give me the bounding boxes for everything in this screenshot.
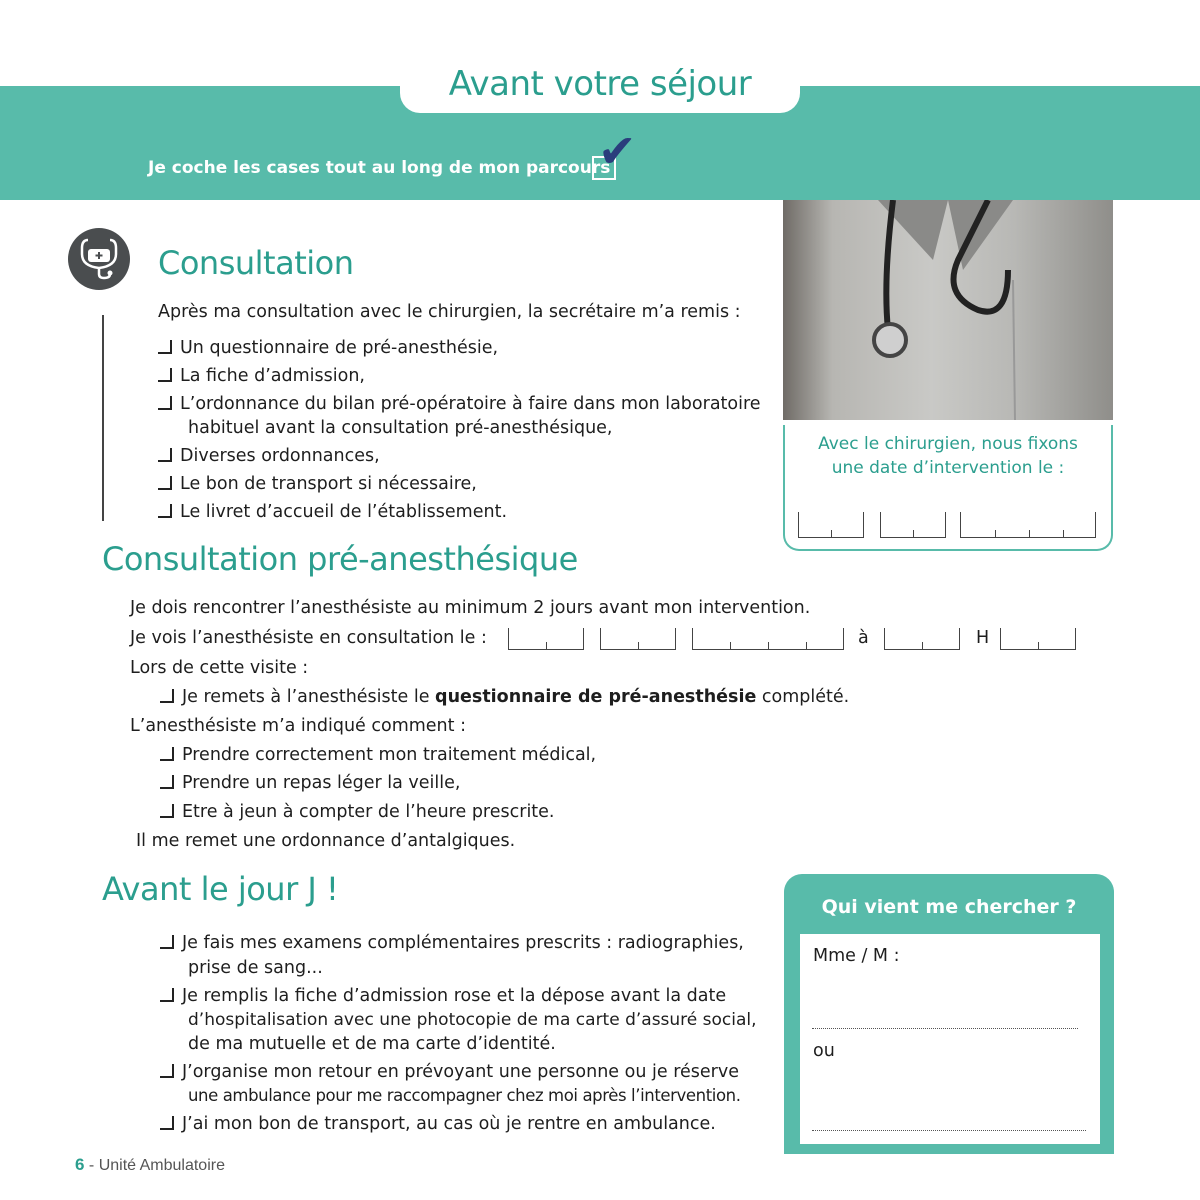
page-title: Avant votre séjour <box>448 64 752 104</box>
checklist-item-continuation: une ambulance pour me raccompagner chez moi après l’intervention. <box>188 1086 741 1105</box>
page-number: 6 <box>75 1155 85 1174</box>
checklist-item[interactable]: Le livret d’accueil de l’établissement. <box>158 498 507 526</box>
pickup-or-label: ou <box>813 1041 835 1061</box>
header-subtitle: Je coche les cases tout au long de mon parcours <box>148 158 611 178</box>
pickup-title: Qui vient me chercher ? <box>821 896 1077 918</box>
checklist-item[interactable]: Un questionnaire de pré-anesthésie, <box>158 334 498 362</box>
pickup-name-field[interactable] <box>812 1028 1078 1029</box>
checkbox-icon[interactable] <box>160 747 174 761</box>
checklist-item[interactable]: Prendre correctement mon traitement médical, <box>160 741 596 769</box>
checklist-item[interactable]: La fiche d’admission, <box>158 362 365 390</box>
checkbox-icon[interactable] <box>160 1116 174 1130</box>
checkbox-icon[interactable] <box>158 504 172 518</box>
pickup-name-label: Mme / M : <box>813 946 900 966</box>
pre-anesthesia-line: Il me remet une ordonnance d’antalgiques. <box>136 831 516 851</box>
consult-hour-field[interactable] <box>884 628 960 650</box>
checkbox-icon[interactable] <box>160 988 174 1002</box>
checklist-item[interactable]: Le bon de transport si nécessaire, <box>158 470 477 498</box>
checklist-item[interactable]: Je remplis la fiche d’admission rose et la dépose avant la date <box>160 982 726 1010</box>
at-label: à <box>858 628 869 648</box>
checklist-item[interactable]: Diverses ordonnances, <box>158 442 380 470</box>
pickup-alt-field[interactable] <box>812 1130 1086 1131</box>
hour-label: H <box>976 628 990 648</box>
footer-text: - Unité Ambulatoire <box>84 1157 225 1174</box>
pickup-form <box>800 934 1100 1144</box>
intervention-day-field[interactable] <box>798 512 864 538</box>
checkbox-icon[interactable] <box>160 804 174 818</box>
consult-year-field[interactable] <box>692 628 844 650</box>
consult-minute-field[interactable] <box>1000 628 1076 650</box>
checklist-item[interactable]: Etre à jeun à compter de l’heure prescrite. <box>160 798 555 826</box>
pre-anesthesia-line: L’anesthésiste m’a indiqué comment : <box>130 716 466 736</box>
checklist-item[interactable]: J’ai mon bon de transport, au cas où je rentre en ambulance. <box>160 1110 716 1138</box>
checkbox-icon[interactable] <box>158 396 172 410</box>
pre-anesthesia-title: Consultation pré-anesthésique <box>102 540 578 578</box>
checkbox-icon[interactable] <box>158 448 172 462</box>
checklist-item[interactable]: Je fais mes examens complémentaires prescrits : radiographies, <box>160 929 744 957</box>
checklist-item[interactable]: L’ordonnance du bilan pré-opératoire à faire dans mon laboratoire <box>158 390 761 418</box>
checklist-item-continuation: prise de sang... <box>188 958 323 978</box>
consult-month-field[interactable] <box>600 628 676 650</box>
checkbox-icon[interactable] <box>158 476 172 490</box>
pre-anesthesia-line: Lors de cette visite : <box>130 658 309 678</box>
checklist-item[interactable]: Prendre un repas léger la veille, <box>160 769 460 797</box>
checkbox-icon[interactable] <box>160 689 174 703</box>
intervention-date-label: Avec le chirurgien, nous fixons une date d’intervention le : <box>818 434 1078 478</box>
section-rule <box>102 315 104 521</box>
checkmark-icon: ✔ <box>598 124 637 178</box>
checklist-item-continuation: d’hospitalisation avec une photocopie de ma carte d’assuré social, <box>188 1010 757 1030</box>
consult-day-field[interactable] <box>508 628 584 650</box>
consultation-title: Consultation <box>158 244 354 282</box>
checklist-item-continuation: habituel avant la consultation pré-anesthésique, <box>188 418 613 438</box>
consultation-intro: Après ma consultation avec le chirurgien, la secrétaire m’a remis : <box>158 302 741 322</box>
checkbox-icon[interactable] <box>160 935 174 949</box>
checkbox-icon[interactable] <box>160 775 174 789</box>
checklist-item[interactable]: J’organise mon retour en prévoyant une personne ou je réserve <box>160 1058 739 1086</box>
intervention-year-field[interactable] <box>960 512 1096 538</box>
checkbox-icon[interactable] <box>158 340 172 354</box>
doctor-photo <box>783 200 1113 420</box>
before-day-title: Avant le jour J ! <box>102 870 339 908</box>
stethoscope-icon <box>68 228 130 290</box>
intervention-month-field[interactable] <box>880 512 946 538</box>
checkbox-icon[interactable] <box>160 1064 174 1078</box>
checklist-item[interactable]: Je remets à l’anesthésiste le questionnaire de pré-anesthésie complété. <box>160 683 849 711</box>
pre-anesthesia-date-label: Je vois l’anesthésiste en consultation le : <box>130 628 487 648</box>
pre-anesthesia-line: Je dois rencontrer l’anesthésiste au minimum 2 jours avant mon intervention. <box>130 598 811 618</box>
checkbox-icon[interactable] <box>158 368 172 382</box>
checklist-item-continuation: de ma mutuelle et de ma carte d’identité. <box>188 1034 556 1054</box>
footer <box>75 1155 225 1175</box>
